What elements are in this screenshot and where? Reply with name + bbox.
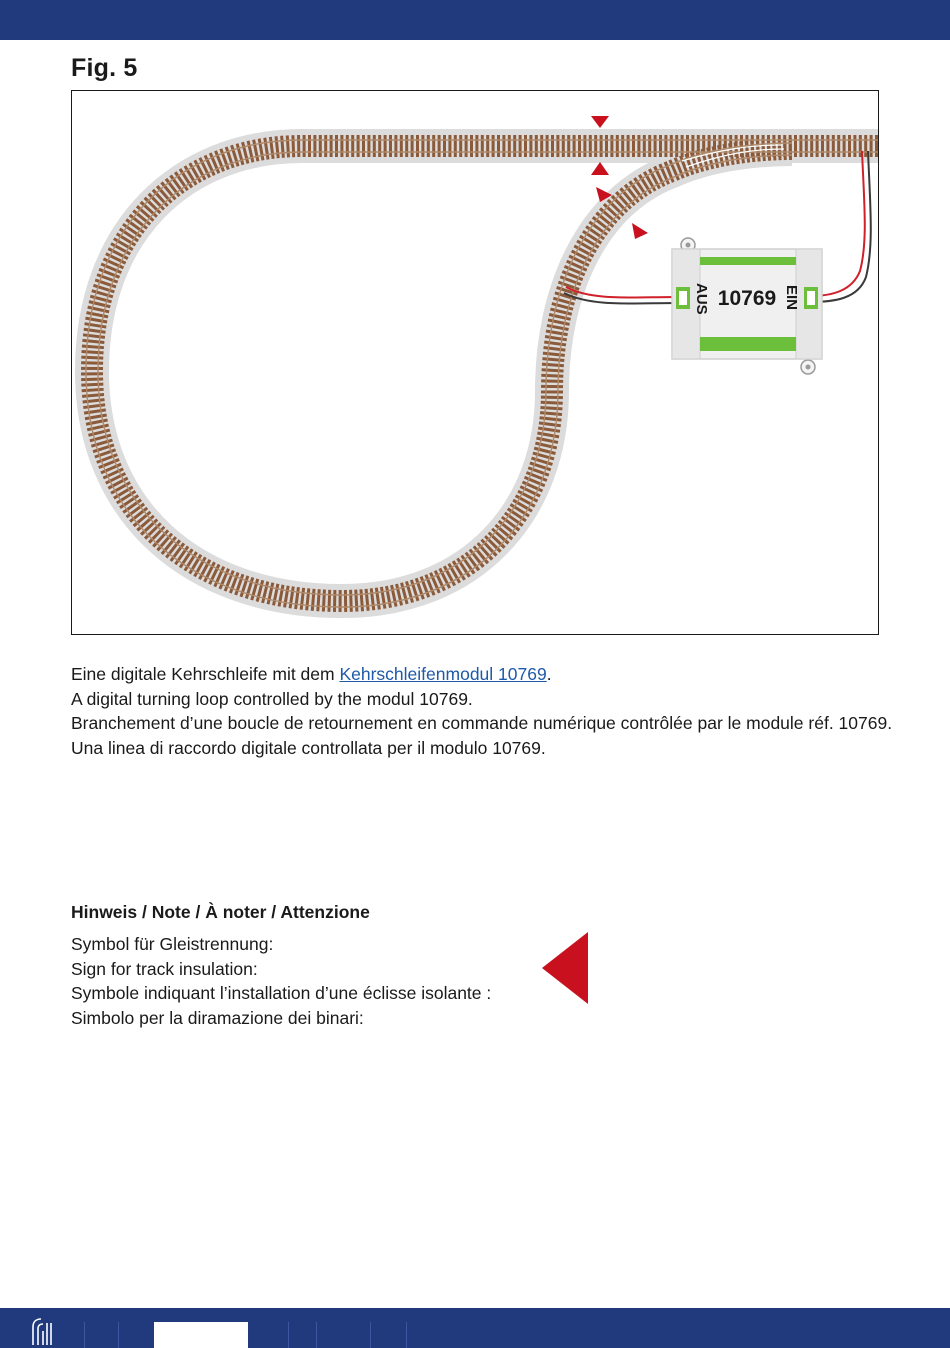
module-ein-label: EIN bbox=[783, 285, 800, 311]
note-line-en: Sign for track insulation: bbox=[71, 958, 258, 979]
note-lines bbox=[71, 932, 491, 1030]
top-banner bbox=[0, 0, 950, 40]
red-triangle-left-icon bbox=[540, 930, 590, 1006]
footer-divider bbox=[406, 1322, 407, 1348]
footer-divider bbox=[316, 1322, 317, 1348]
footer-divider bbox=[370, 1322, 371, 1348]
insulation-marker-icon bbox=[591, 162, 609, 175]
module-aus-label: AUS bbox=[693, 283, 710, 315]
footer-divider bbox=[288, 1322, 289, 1348]
track-layout-svg bbox=[72, 91, 878, 634]
note-line-it: Simbolo per la diramazione dei binari: bbox=[71, 1007, 364, 1028]
caption-line-de bbox=[71, 662, 892, 687]
figure-title: Fig. 5 bbox=[71, 54, 138, 82]
bottom-banner bbox=[0, 1308, 950, 1348]
caption-prefix: Eine digitale Kehrschleife mit dem bbox=[71, 664, 340, 684]
fleischmann-logo-icon bbox=[30, 1317, 52, 1345]
footer-divider bbox=[118, 1322, 119, 1348]
footer-divider bbox=[84, 1322, 85, 1348]
note-heading: Hinweis / Note / À noter / Attenzione bbox=[71, 902, 370, 922]
figure-caption bbox=[71, 662, 892, 760]
note-line-de: Symbol für Gleistrennung: bbox=[71, 934, 274, 954]
module-number: 10769 bbox=[717, 287, 777, 310]
track-loop bbox=[86, 140, 878, 607]
insulation-marker-icon bbox=[632, 223, 648, 239]
track-diagram bbox=[71, 90, 879, 635]
caption-line-fr: Branchement d’une boucle de retournement en commande numérique contrôlée par le module réf. 10769. bbox=[71, 713, 893, 733]
caption-suffix: . bbox=[546, 664, 552, 684]
insulation-marker-icon bbox=[591, 116, 609, 128]
note-line-fr: Symbole indiquant l’installation d’une éclisse isolante : bbox=[71, 983, 492, 1003]
caption-line-en: A digital turning loop controlled by the modul 10769. bbox=[71, 688, 473, 709]
footer-active-tab bbox=[154, 1322, 248, 1348]
module-link[interactable]: Kehrschleifenmodul 10769 bbox=[339, 664, 547, 684]
caption-line-it: Una linea di raccordo digitale controllata per il modulo 10769. bbox=[71, 737, 546, 758]
turning-loop-module bbox=[672, 238, 822, 374]
